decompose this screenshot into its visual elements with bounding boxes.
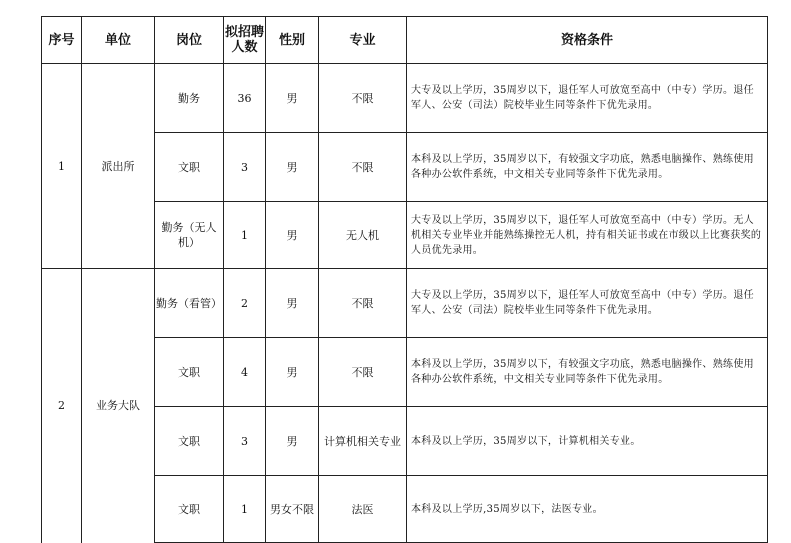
count-cell: 3 xyxy=(224,133,266,202)
unit-cell: 派出所 xyxy=(82,64,155,269)
header-row xyxy=(42,17,768,64)
header-count: 拟招聘人数 xyxy=(224,17,266,64)
requirements-cell: 本科及以上学历，35周岁以下，有较强文字功底，熟悉电脑操作、熟练使用各种办公软件系统，中文相关专业同等条件下优先录用。 xyxy=(407,338,768,407)
requirements-cell: 本科及以上学历，35周岁以下，有较强文字功底，熟悉电脑操作、熟练使用各种办公软件系统，中文相关专业同等条件下优先录用。 xyxy=(407,133,768,202)
major-cell: 计算机相关专业 xyxy=(319,407,407,476)
count-cell: 1 xyxy=(224,202,266,269)
requirements-cell: 大专及以上学历，35周岁以下，退任军人可放宽至高中（中专）学历。无人机相关专业毕业并能熟练操控无人机，持有相关证书或在市级以上比赛获奖的人员优先录用。 xyxy=(407,202,768,269)
gender-cell: 男 xyxy=(266,269,319,338)
gender-cell: 男 xyxy=(266,64,319,133)
major-cell: 不限 xyxy=(319,64,407,133)
seq-cell: 1 xyxy=(42,64,82,269)
header-unit: 单位 xyxy=(82,17,155,64)
unit-cell: 业务大队 xyxy=(82,269,155,543)
position-cell: 文职 xyxy=(155,133,224,202)
recruitment-table xyxy=(41,16,768,543)
major-cell: 法医 xyxy=(319,476,407,543)
position-cell: 文职 xyxy=(155,338,224,407)
gender-cell: 男 xyxy=(266,133,319,202)
requirements-cell: 大专及以上学历，35周岁以下，退任军人可放宽至高中（中专）学历。退任军人、公安（司法）院校毕业生同等条件下优先录用。 xyxy=(407,269,768,338)
header-gender: 性别 xyxy=(266,17,319,64)
header-requirements: 资格条件 xyxy=(407,17,768,64)
count-cell: 1 xyxy=(224,476,266,543)
major-cell: 不限 xyxy=(319,269,407,338)
table-row xyxy=(42,64,768,133)
count-cell: 2 xyxy=(224,269,266,338)
position-cell: 勤务（无人机） xyxy=(155,202,224,269)
major-cell: 无人机 xyxy=(319,202,407,269)
major-cell: 不限 xyxy=(319,338,407,407)
table-row xyxy=(42,269,768,338)
count-cell: 36 xyxy=(224,64,266,133)
count-cell: 3 xyxy=(224,407,266,476)
position-cell: 文职 xyxy=(155,476,224,543)
header-position: 岗位 xyxy=(155,17,224,64)
gender-cell: 男 xyxy=(266,338,319,407)
position-cell: 勤务 xyxy=(155,64,224,133)
major-cell: 不限 xyxy=(319,133,407,202)
requirements-cell: 大专及以上学历，35周岁以下，退任军人可放宽至高中（中专）学历。退任军人、公安（司法）院校毕业生同等条件下优先录用。 xyxy=(407,64,768,133)
requirements-cell: 本科及以上学历,35周岁以下，法医专业。 xyxy=(407,476,768,543)
header-seq: 序号 xyxy=(42,17,82,64)
header-major: 专业 xyxy=(319,17,407,64)
requirements-cell: 本科及以上学历，35周岁以下，计算机相关专业。 xyxy=(407,407,768,476)
gender-cell: 男 xyxy=(266,407,319,476)
gender-cell: 男 xyxy=(266,202,319,269)
count-cell: 4 xyxy=(224,338,266,407)
position-cell: 勤务（看管） xyxy=(155,269,224,338)
seq-cell: 2 xyxy=(42,269,82,543)
gender-cell: 男女不限 xyxy=(266,476,319,543)
position-cell: 文职 xyxy=(155,407,224,476)
